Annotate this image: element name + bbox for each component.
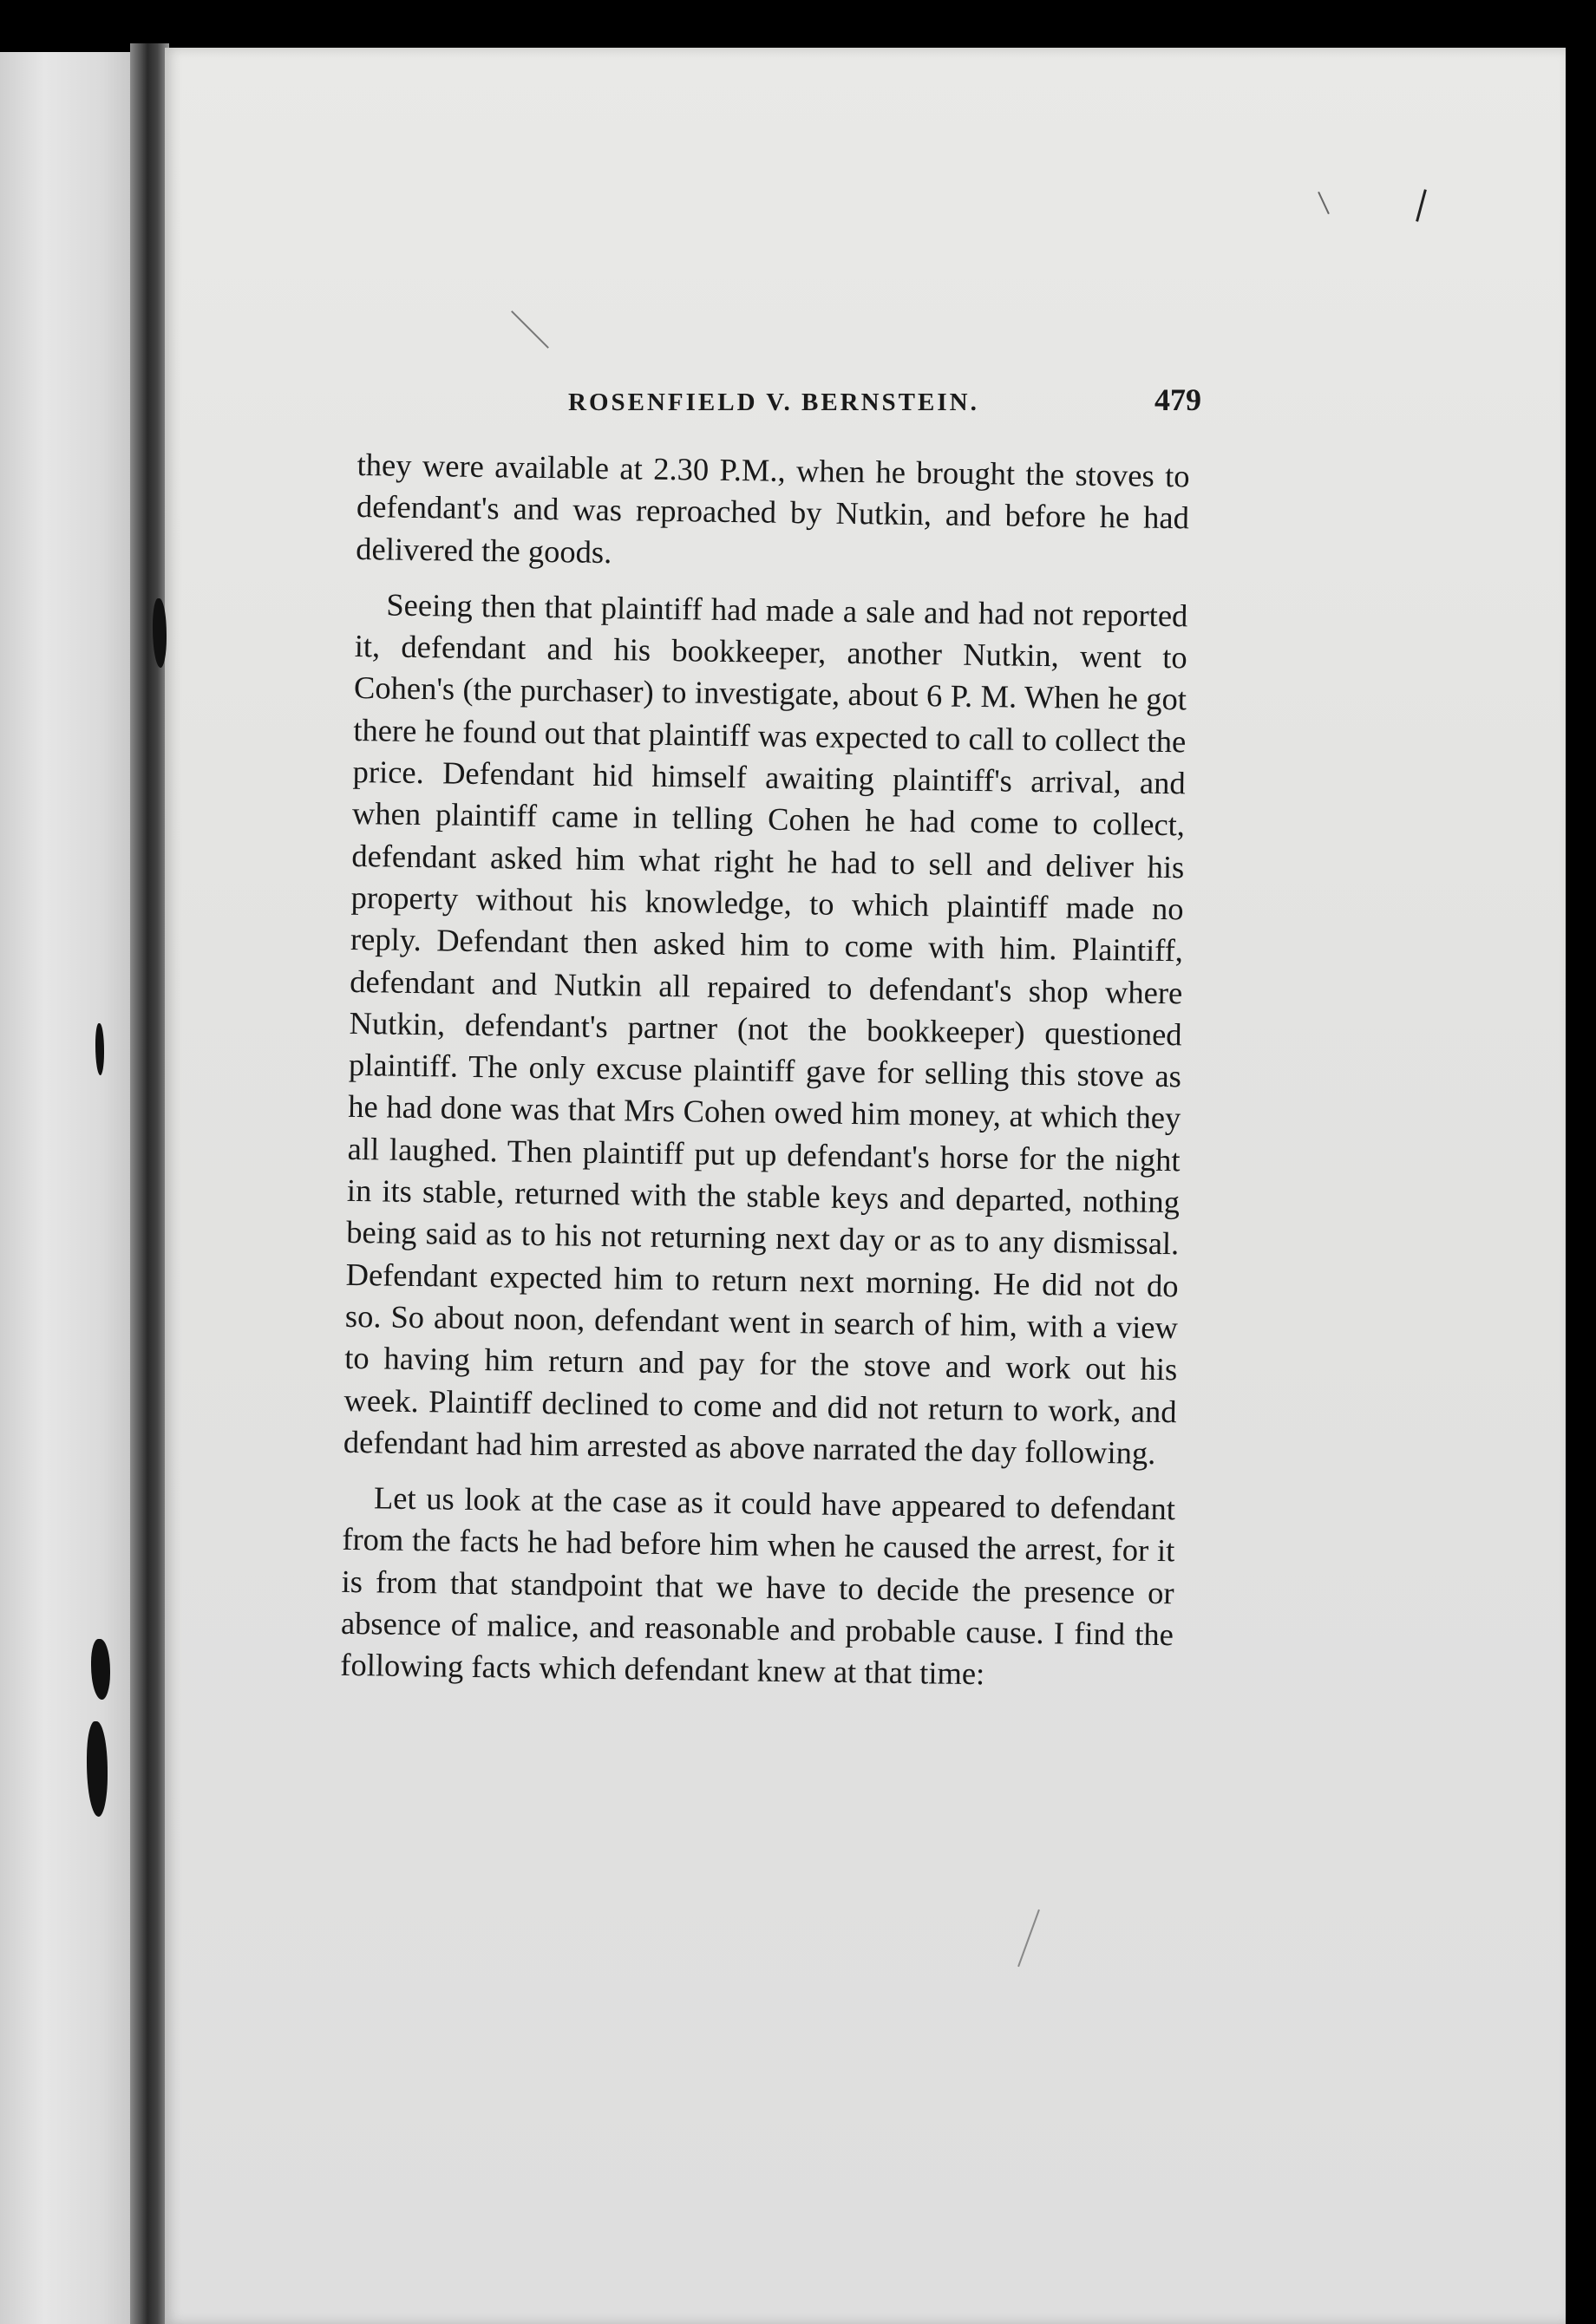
ink-blot <box>87 1721 108 1817</box>
paragraph: they were available at 2.30 P.M., when he brought the stoves to defendant's and was reproached by Nutkin, and before he had delivered the goods. <box>356 446 1190 570</box>
paragraph: Seeing then that plaintiff had made a sale and had not reported it, defendant and his bookkeeper, another Nutkin, went to Cohen's (the purchaser) to investigate, about 6 P. M. When he got there he found out that plaintiff was expected to call to collect the price. Defendant hid himself awaiting plaintiff's arrival, and when plaintiff came in telling Cohen he had come to collect, defendant asked him what right he had to sell and deliver his property without his knowledge, to which plaintiff made no reply. Defendant then asked him to come with him. Plaintiff, defendant and Nutkin all repaired to defendant's shop where Nutkin, defendant's partner (not the bookkeeper) questioned plaintiff. The only excuse plaintiff gave for selling this stove as he had done was that Mrs Cohen owed him money, at which they all laughed. Then plaintiff put up defendant's horse for the night in its stable, returned with the stable keys and departed, nothing being said as to his not returning next day or as to any dismissal. Defendant expected him to return next morning. He did not do so. So about noon, defendant went in search of him, with a view to having him return and pay for the stove and work out his week. Plaintiff declined to come and did not return to work, and defendant had him arrested as above narrated the day following. <box>343 586 1188 1471</box>
page-number: 479 <box>1154 382 1201 417</box>
running-title: ROSENFIELD V. BERNSTEIN. <box>568 388 979 416</box>
ink-blot <box>95 1023 104 1075</box>
ink-blot <box>153 598 167 668</box>
ink-blot <box>91 1639 110 1700</box>
body-text <box>340 444 1190 1698</box>
previous-page-edge <box>0 52 147 2324</box>
paragraph: Let us look at the case as it could have appeared to defendant from the facts he had before him when he caused the arrest, for it is from that standpoint that we have to decide the presence or absence of malice, and reasonable and probable cause. I find the following facts which defendant knew at that time: <box>340 1479 1176 1692</box>
book-gutter <box>130 43 169 2324</box>
page-header <box>568 382 1201 425</box>
